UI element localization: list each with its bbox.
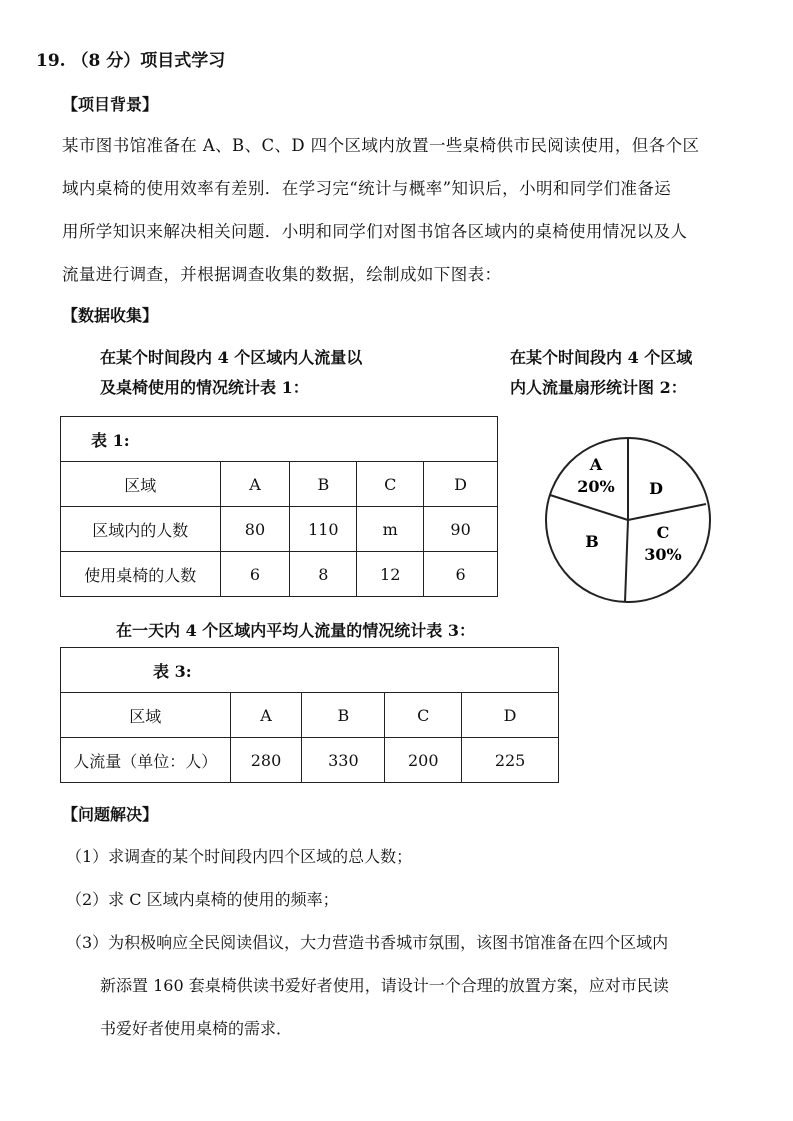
problem-item-2: （2）求 C 区域内桌椅的使用的频率； (66, 890, 339, 909)
table1-cell: 6 (424, 552, 498, 597)
question-label: （8 分）项目式学习 (71, 51, 226, 71)
table3-cell: 200 (385, 738, 462, 783)
problem-item-3-line-3: 书爱好者使用桌椅的需求． (100, 1019, 293, 1038)
pie-slice-label: B (585, 532, 599, 551)
table3-title-row (61, 648, 559, 693)
table1-title-row (61, 417, 498, 462)
table1-header-cell: D (424, 462, 498, 507)
table1-cell: 使用桌椅的人数 (61, 552, 221, 597)
table-3 (60, 647, 559, 783)
table3-header-row (61, 693, 559, 738)
table1-cell: m (357, 507, 424, 552)
table-row (61, 507, 498, 552)
table1-header-cell: A (220, 462, 290, 507)
section-heading-background: 【项目背景】 (62, 95, 159, 114)
table-row (61, 738, 559, 783)
background-line-2: 域内桌椅的使用效率有差别．在学习完“统计与概率”知识后，小明和同学们准备运 (62, 179, 672, 198)
table3-caption: 在一天内 4 个区域内平均人流量的情况统计表 3： (116, 621, 475, 640)
question-title (36, 46, 225, 71)
table1-cell: 8 (290, 552, 357, 597)
background-line-1: 某市图书馆准备在 A、B、C、D 四个区域内放置一些桌椅供市民阅读使用，但各个区 (62, 136, 700, 155)
table3-cell: 人流量（单位：人） (61, 738, 231, 783)
table3-title: 表 3: (61, 648, 559, 693)
chart2-caption-line-1: 在某个时间段内 4 个区域 (510, 348, 693, 367)
chart2-caption-line-2: 内人流量扇形统计图 2： (510, 378, 687, 397)
pie-slice-label: D (649, 479, 663, 498)
table1-header-cell: C (357, 462, 424, 507)
table1-header-row (61, 462, 498, 507)
pie-slice-label: C (656, 523, 670, 542)
pie-slice-label: A (589, 455, 603, 474)
table1-cell: 110 (290, 507, 357, 552)
table3-cell: 280 (230, 738, 302, 783)
table1-caption-line-1: 在某个时间段内 4 个区域内人流量以 (100, 348, 363, 367)
problem-item-1: （1）求调查的某个时间段内四个区域的总人数； (66, 847, 413, 866)
pie-slice-percent: 30% (644, 545, 682, 564)
table1-cell: 80 (220, 507, 290, 552)
table1-cell: 6 (220, 552, 290, 597)
table1-cell: 12 (357, 552, 424, 597)
table3-header-cell: C (385, 693, 462, 738)
table3-header-cell: B (302, 693, 385, 738)
problem-item-3: （3）为积极响应全民阅读倡议，大力营造书香城市氛围，该图书馆准备在四个区域内 (66, 933, 669, 952)
table3-cell: 330 (302, 738, 385, 783)
pie-chart (540, 432, 716, 608)
table1-header-cell: 区域 (61, 462, 221, 507)
table3-cell: 225 (462, 738, 559, 783)
table-row (61, 552, 498, 597)
pie-divider-right (628, 504, 706, 520)
background-line-4: 流量进行调查，并根据调查收集的数据，绘制成如下图表： (62, 265, 502, 284)
section-heading-problems: 【问题解决】 (62, 805, 159, 824)
table3-header-cell: A (230, 693, 302, 738)
pie-divider-left (550, 495, 628, 520)
background-line-3: 用所学知识来解决相关问题．小明和同学们对图书馆各区域内的桌椅使用情况以及人 (62, 222, 688, 241)
table-1 (60, 416, 498, 597)
pie-slice-percent: 20% (577, 477, 615, 496)
table1-cell: 区域内的人数 (61, 507, 221, 552)
table1-title: 表 1: (61, 417, 498, 462)
pie-divider-bottom (625, 520, 628, 602)
table1-cell: 90 (424, 507, 498, 552)
question-number: 19. (36, 51, 66, 71)
table3-header-cell: 区域 (61, 693, 231, 738)
table1-header-cell: B (290, 462, 357, 507)
section-heading-collection: 【数据收集】 (62, 306, 159, 325)
table3-header-cell: D (462, 693, 559, 738)
problem-item-3-line-2: 新添置 160 套桌椅供读书爱好者使用，请设计一个合理的放置方案，应对市民读 (100, 976, 669, 995)
table1-caption-line-2: 及桌椅使用的情况统计表 1： (100, 378, 309, 397)
